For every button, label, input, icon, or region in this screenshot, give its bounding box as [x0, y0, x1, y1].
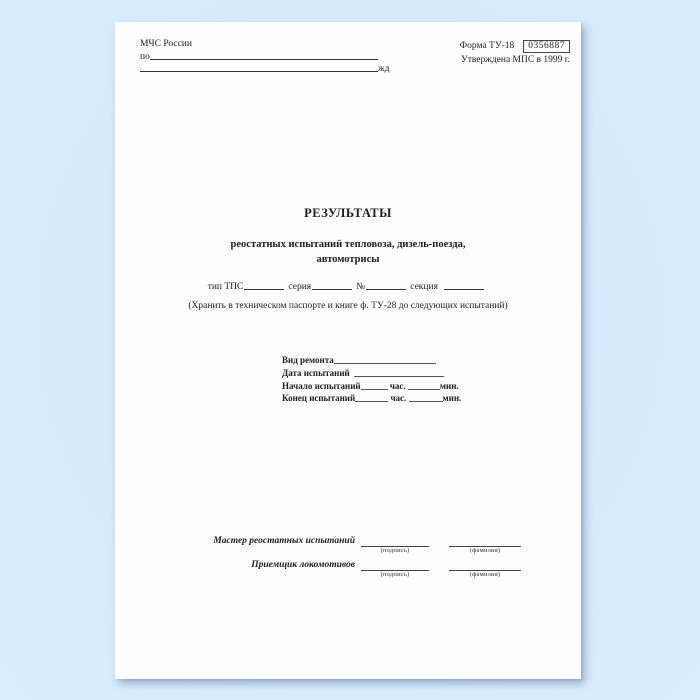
test-end-row [282, 392, 461, 405]
repair-type-label: Вид ремонта [282, 355, 334, 365]
hours-label: час. [389, 380, 406, 391]
series-label: серия [288, 282, 312, 292]
signature-row-inspector [115, 560, 581, 579]
signature-sign-column [361, 536, 429, 555]
signatures-block [115, 536, 581, 584]
minutes-label: мин. [439, 380, 459, 391]
test-end-hours-blank [355, 392, 388, 402]
series-blank [312, 280, 352, 290]
tps-type-line [115, 280, 581, 292]
signature-name-caption: (фамилия) [469, 547, 501, 554]
subtitle-line-2: автомотрисы [316, 254, 380, 265]
signature-name-line [449, 560, 521, 571]
section-label: секция [410, 282, 438, 292]
railway-line [140, 62, 389, 75]
subtitle-line-1: реостатных испытаний тепловоза, дизель-поезда, [230, 239, 466, 250]
signature-sign-column [361, 560, 429, 579]
by-blank-line [150, 50, 378, 60]
minutes-label: мин. [442, 393, 462, 404]
form-number-box: 0356887 [523, 40, 570, 53]
form-id-row [460, 39, 570, 53]
tps-type-blank [244, 280, 284, 290]
test-date-row [282, 367, 461, 380]
form-label: Форма ТУ-18 [459, 41, 515, 51]
hours-label: час. [390, 393, 407, 404]
signature-name-column [449, 560, 521, 579]
signature-role: Приемщик локомотивов [251, 560, 355, 570]
test-end-label: Конец испытаний [282, 393, 356, 404]
signature-name-column [449, 536, 521, 555]
signature-sign-caption: (подпись) [380, 547, 410, 554]
repair-type-blank [334, 354, 436, 364]
tps-type-label: тип ТПС [207, 282, 244, 292]
keep-note: (Хранить в техническом паспорте и книге ф. ТУ-28 до следующих испытаний) [188, 301, 508, 311]
header-right-block [460, 39, 570, 67]
railway-label: жд [378, 64, 390, 74]
signature-sign-caption: (подпись) [380, 571, 410, 578]
document-title: РЕЗУЛЬТАТЫ [304, 206, 392, 220]
test-date-blank [354, 367, 444, 377]
test-date-label: Дата испытаний [282, 367, 350, 378]
by-line [140, 50, 389, 63]
by-label: по [140, 51, 150, 62]
number-blank [366, 280, 406, 290]
signature-row-master [115, 536, 581, 555]
fields-block [282, 354, 461, 405]
test-start-label: Начало испытаний [282, 380, 361, 391]
test-start-row [282, 380, 461, 393]
signature-sign-line [361, 560, 429, 571]
approved-label: Утверждена МПС в 1999 г. [460, 55, 570, 65]
test-end-minutes-blank [409, 392, 443, 402]
document-page [115, 22, 581, 679]
repair-type-row [282, 354, 461, 367]
header-left-block [140, 39, 389, 75]
railway-blank-line [140, 62, 378, 72]
organization-name: МЧС России [140, 39, 192, 49]
signature-sign-line [361, 536, 429, 547]
signature-name-caption: (фамилия) [469, 571, 501, 578]
test-start-hours-blank [361, 380, 388, 390]
section-blank [444, 280, 484, 290]
signature-name-line [449, 536, 521, 547]
test-start-minutes-blank [408, 380, 440, 390]
document-subtitle [115, 237, 581, 267]
signature-role: Мастер реостатных испытаний [213, 536, 355, 546]
number-label: № [356, 282, 366, 292]
